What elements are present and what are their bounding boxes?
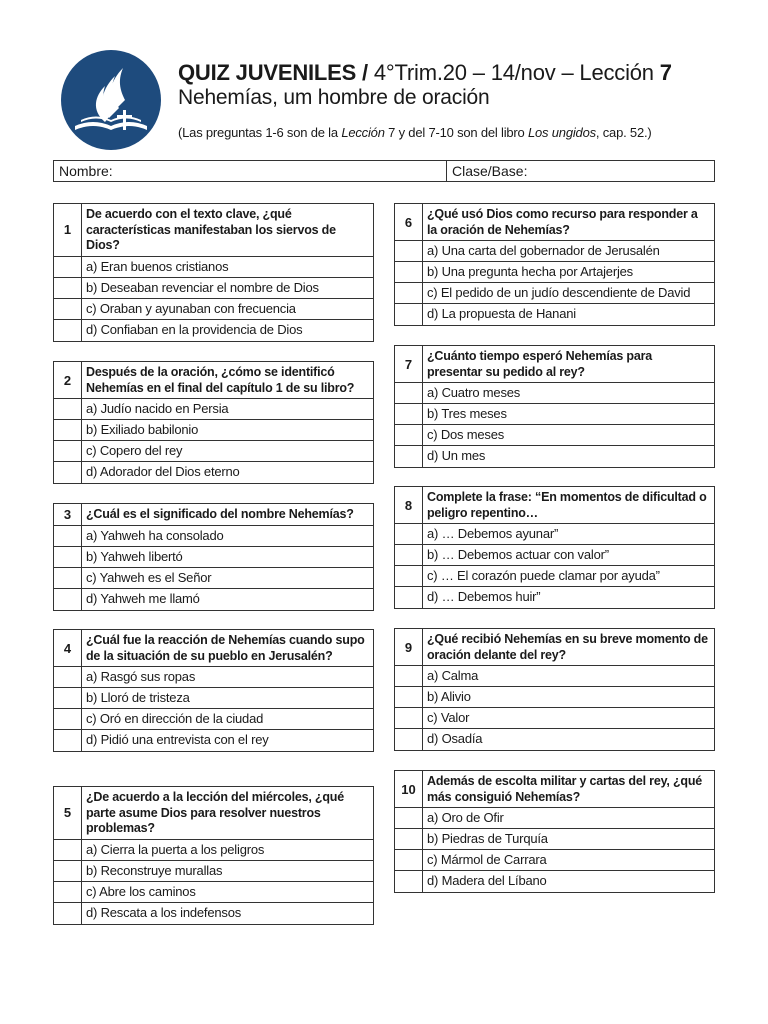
answer-option-text: b) Exiliado babilonio (86, 422, 199, 437)
answer-mark-cell[interactable] (395, 708, 423, 728)
question-number: 7 (395, 346, 423, 382)
answer-mark-cell[interactable] (54, 399, 82, 419)
question-number: 3 (54, 504, 82, 525)
answer-mark-cell[interactable] (395, 808, 423, 828)
question-header (54, 630, 373, 667)
question-text: ¿De acuerdo a la lección del miércoles, ¿qué parte asume Dios para resolver nuestros problemas? (86, 790, 344, 835)
answer-option[interactable] (54, 462, 373, 483)
answer-option-text: a) Una carta del gobernador de Jerusalén (427, 243, 660, 258)
question-text: ¿Qué usó Dios como recurso para responder a la oración de Nehemías? (427, 207, 698, 237)
question-header (395, 204, 714, 241)
answer-option-text: d) Confiaban en la providencia de Dios (86, 321, 303, 337)
question-header (395, 346, 714, 383)
answer-option[interactable] (54, 903, 373, 924)
answer-option[interactable] (395, 404, 714, 425)
question-header (54, 787, 373, 840)
question-header (54, 362, 373, 399)
answer-option[interactable] (54, 257, 373, 278)
answer-option-text: d) La propuesta de Hanani (427, 306, 576, 321)
answer-mark-cell[interactable] (395, 545, 423, 565)
answer-option-text: a) Cierra la puerta a los peligros (86, 841, 265, 857)
answer-mark-cell[interactable] (54, 903, 82, 924)
question-text: Además de escolta militar y cartas del rey, ¿qué más consiguió Nehemías? (427, 774, 703, 804)
question-block (53, 203, 374, 342)
answer-option[interactable] (395, 829, 714, 850)
answer-mark-cell[interactable] (395, 850, 423, 870)
answer-option[interactable] (395, 850, 714, 871)
answer-mark-cell[interactable] (54, 730, 82, 751)
answer-option[interactable] (54, 547, 373, 568)
answer-option-text: a) Calma (427, 668, 479, 683)
answer-option-text: d) Madera del Líbano (427, 873, 547, 888)
answer-mark-cell[interactable] (54, 299, 82, 319)
name-class-row (53, 160, 715, 182)
answer-option[interactable] (395, 666, 714, 687)
answer-option[interactable] (395, 283, 714, 304)
answer-mark-cell[interactable] (395, 404, 423, 424)
answer-option-text: d) … Debemos huir” (427, 589, 541, 604)
answer-mark-cell[interactable] (395, 587, 423, 608)
answer-option-text: c) Dos meses (427, 427, 505, 442)
question-text: ¿Cuánto tiempo esperó Nehemías para presentar su pedido al rey? (427, 349, 653, 379)
answer-mark-cell[interactable] (54, 420, 82, 440)
answer-option-text: c) Valor (427, 710, 470, 725)
answer-mark-cell[interactable] (54, 840, 82, 860)
answer-option-text: d) Rescata a los indefensos (86, 904, 242, 920)
answer-option[interactable] (54, 526, 373, 547)
answer-option[interactable] (395, 446, 714, 467)
answer-mark-cell[interactable] (54, 688, 82, 708)
answer-option-text: a) Cuatro meses (427, 385, 521, 400)
question-block (53, 503, 374, 611)
question-header (54, 204, 373, 257)
question-block (394, 770, 715, 893)
answer-option-text: a) … Debemos ayunar” (427, 526, 559, 541)
answer-option[interactable] (395, 304, 714, 325)
question-text: Después de la oración, ¿cómo se identificó Nehemías en el final del capítulo 1 de su libro? (86, 365, 355, 395)
question-header (395, 629, 714, 666)
answer-option[interactable] (395, 425, 714, 446)
name-field[interactable]: Nombre: (54, 161, 447, 181)
answer-mark-cell[interactable] (54, 667, 82, 687)
question-block (394, 628, 715, 751)
answer-option-text: c) Oraban y ayunaban con frecuencia (86, 300, 296, 316)
answer-option[interactable] (54, 320, 373, 341)
answer-mark-cell[interactable] (54, 547, 82, 567)
answer-mark-cell[interactable] (395, 566, 423, 586)
answer-option-text: c) Abre los caminos (86, 883, 196, 899)
answer-option[interactable] (54, 441, 373, 462)
answer-mark-cell[interactable] (395, 446, 423, 467)
answer-option-text: a) Judío nacido en Persia (86, 401, 229, 416)
lesson-subtitle: Nehemías, um hombre de oración (178, 86, 490, 109)
answer-mark-cell[interactable] (395, 687, 423, 707)
question-block (394, 203, 715, 326)
answer-option[interactable] (395, 708, 714, 729)
answer-option-text: b) Una pregunta hecha por Artajerjes (427, 264, 633, 279)
question-number: 5 (54, 787, 82, 839)
answer-option-text: c) Yahweh es el Señor (86, 569, 212, 585)
answer-option[interactable] (395, 383, 714, 404)
answer-option-text: d) Osadía (427, 731, 483, 746)
question-number: 4 (54, 630, 82, 666)
answer-option[interactable] (395, 871, 714, 892)
answer-option-text: c) Mármol de Carrara (427, 852, 547, 867)
question-block (53, 786, 374, 925)
answer-mark-cell[interactable] (395, 729, 423, 750)
answer-mark-cell[interactable] (395, 666, 423, 686)
source-note: (Las preguntas 1-6 son de la Lección 7 y del 7-10 son del libro Los ungidos, cap. 52.) (178, 125, 652, 140)
answer-option-text: b) Reconstruye murallas (86, 862, 223, 878)
answer-option[interactable] (54, 399, 373, 420)
answer-option-text: b) Yahweh libertó (86, 548, 183, 564)
question-text: ¿Cuál es el significado del nombre Nehemías? (86, 507, 354, 521)
answer-option-text: d) Adorador del Dios eterno (86, 464, 240, 479)
question-number: 9 (395, 629, 423, 665)
answer-option-text: c) Copero del rey (86, 443, 183, 458)
answer-mark-cell[interactable] (54, 441, 82, 461)
answer-mark-cell[interactable] (54, 861, 82, 881)
answer-option-text: a) Eran buenos cristianos (86, 258, 229, 274)
answer-option[interactable] (395, 262, 714, 283)
question-text: ¿Cuál fue la reacción de Nehemías cuando supo de la situación de su pueblo en Jerusalén? (86, 633, 365, 663)
answer-mark-cell[interactable] (395, 304, 423, 325)
answer-option[interactable] (54, 589, 373, 610)
class-field[interactable]: Clase/Base: (452, 163, 528, 179)
answer-option[interactable] (395, 808, 714, 829)
question-header (54, 504, 373, 526)
answer-option-text: d) Pidió una entrevista con el rey (86, 732, 269, 747)
question-header (395, 487, 714, 524)
answer-option[interactable] (54, 299, 373, 320)
answer-option[interactable] (54, 861, 373, 882)
answer-option-text: c) … El corazón puede clamar por ayuda” (427, 568, 660, 583)
answer-option[interactable] (54, 667, 373, 688)
flame-book-icon (61, 50, 161, 150)
answer-mark-cell[interactable] (54, 589, 82, 610)
answer-option[interactable] (395, 687, 714, 708)
answer-mark-cell[interactable] (54, 320, 82, 341)
answer-mark-cell[interactable] (395, 524, 423, 544)
answer-option[interactable] (54, 730, 373, 751)
answer-option-text: a) Yahweh ha consolado (86, 527, 224, 543)
answer-option[interactable] (54, 840, 373, 861)
answer-mark-cell[interactable] (54, 882, 82, 902)
answer-option-text: c) Oró en dirección de la ciudad (86, 711, 264, 726)
question-number: 1 (54, 204, 82, 256)
answer-option[interactable] (54, 420, 373, 441)
answer-option[interactable] (54, 882, 373, 903)
answer-option-text: d) Un mes (427, 448, 486, 463)
question-number: 10 (395, 771, 423, 807)
answer-option[interactable] (395, 566, 714, 587)
answer-option-text: b) Lloró de tristeza (86, 690, 190, 705)
answer-option-text: a) Oro de Ofir (427, 810, 504, 825)
answer-option[interactable] (395, 587, 714, 608)
question-number: 8 (395, 487, 423, 523)
question-block (53, 629, 374, 752)
quiz-title: QUIZ JUVENILES / 4°Trim.20 – 14/nov – Lección 7 (178, 60, 672, 85)
question-block (394, 486, 715, 609)
answer-option-text: b) Piedras de Turquía (427, 831, 548, 846)
question-text: Complete la frase: “En momentos de dificultad o peligro repentino… (427, 490, 707, 520)
answer-mark-cell[interactable] (54, 278, 82, 298)
question-header (395, 771, 714, 808)
answer-mark-cell[interactable] (395, 425, 423, 445)
answer-mark-cell[interactable] (54, 709, 82, 729)
answer-option-text: d) Yahweh me llamó (86, 590, 200, 606)
answer-option-text: c) El pedido de un judío descendiente de David (427, 285, 691, 300)
answer-option-text: b) … Debemos actuar con valor” (427, 547, 609, 562)
answer-mark-cell[interactable] (54, 462, 82, 483)
question-text: ¿Qué recibió Nehemías en su breve momento de oración delante del rey? (427, 632, 708, 662)
question-block (394, 345, 715, 468)
answer-option[interactable] (54, 688, 373, 709)
question-number: 2 (54, 362, 82, 398)
answer-mark-cell[interactable] (395, 871, 423, 892)
answer-option[interactable] (395, 241, 714, 262)
question-number: 6 (395, 204, 423, 240)
answer-option-text: a) Rasgó sus ropas (86, 669, 196, 684)
answer-option[interactable] (395, 524, 714, 545)
answer-option-text: b) Tres meses (427, 406, 507, 421)
answer-option[interactable] (54, 709, 373, 730)
answer-mark-cell[interactable] (395, 262, 423, 282)
question-text: De acuerdo con el texto clave, ¿qué características manifestaban los siervos de Dios? (86, 207, 336, 252)
church-logo (61, 50, 161, 150)
answer-mark-cell[interactable] (395, 283, 423, 303)
answer-option[interactable] (54, 568, 373, 589)
answer-mark-cell[interactable] (54, 526, 82, 546)
answer-option[interactable] (395, 545, 714, 566)
answer-mark-cell[interactable] (54, 257, 82, 277)
answer-option-text: b) Alivio (427, 689, 471, 704)
answer-mark-cell[interactable] (54, 568, 82, 588)
answer-mark-cell[interactable] (395, 829, 423, 849)
answer-option-text: b) Deseaban revenciar el nombre de Dios (86, 279, 319, 295)
answer-mark-cell[interactable] (395, 383, 423, 403)
answer-option[interactable] (54, 278, 373, 299)
answer-option[interactable] (395, 729, 714, 750)
answer-mark-cell[interactable] (395, 241, 423, 261)
question-block (53, 361, 374, 484)
